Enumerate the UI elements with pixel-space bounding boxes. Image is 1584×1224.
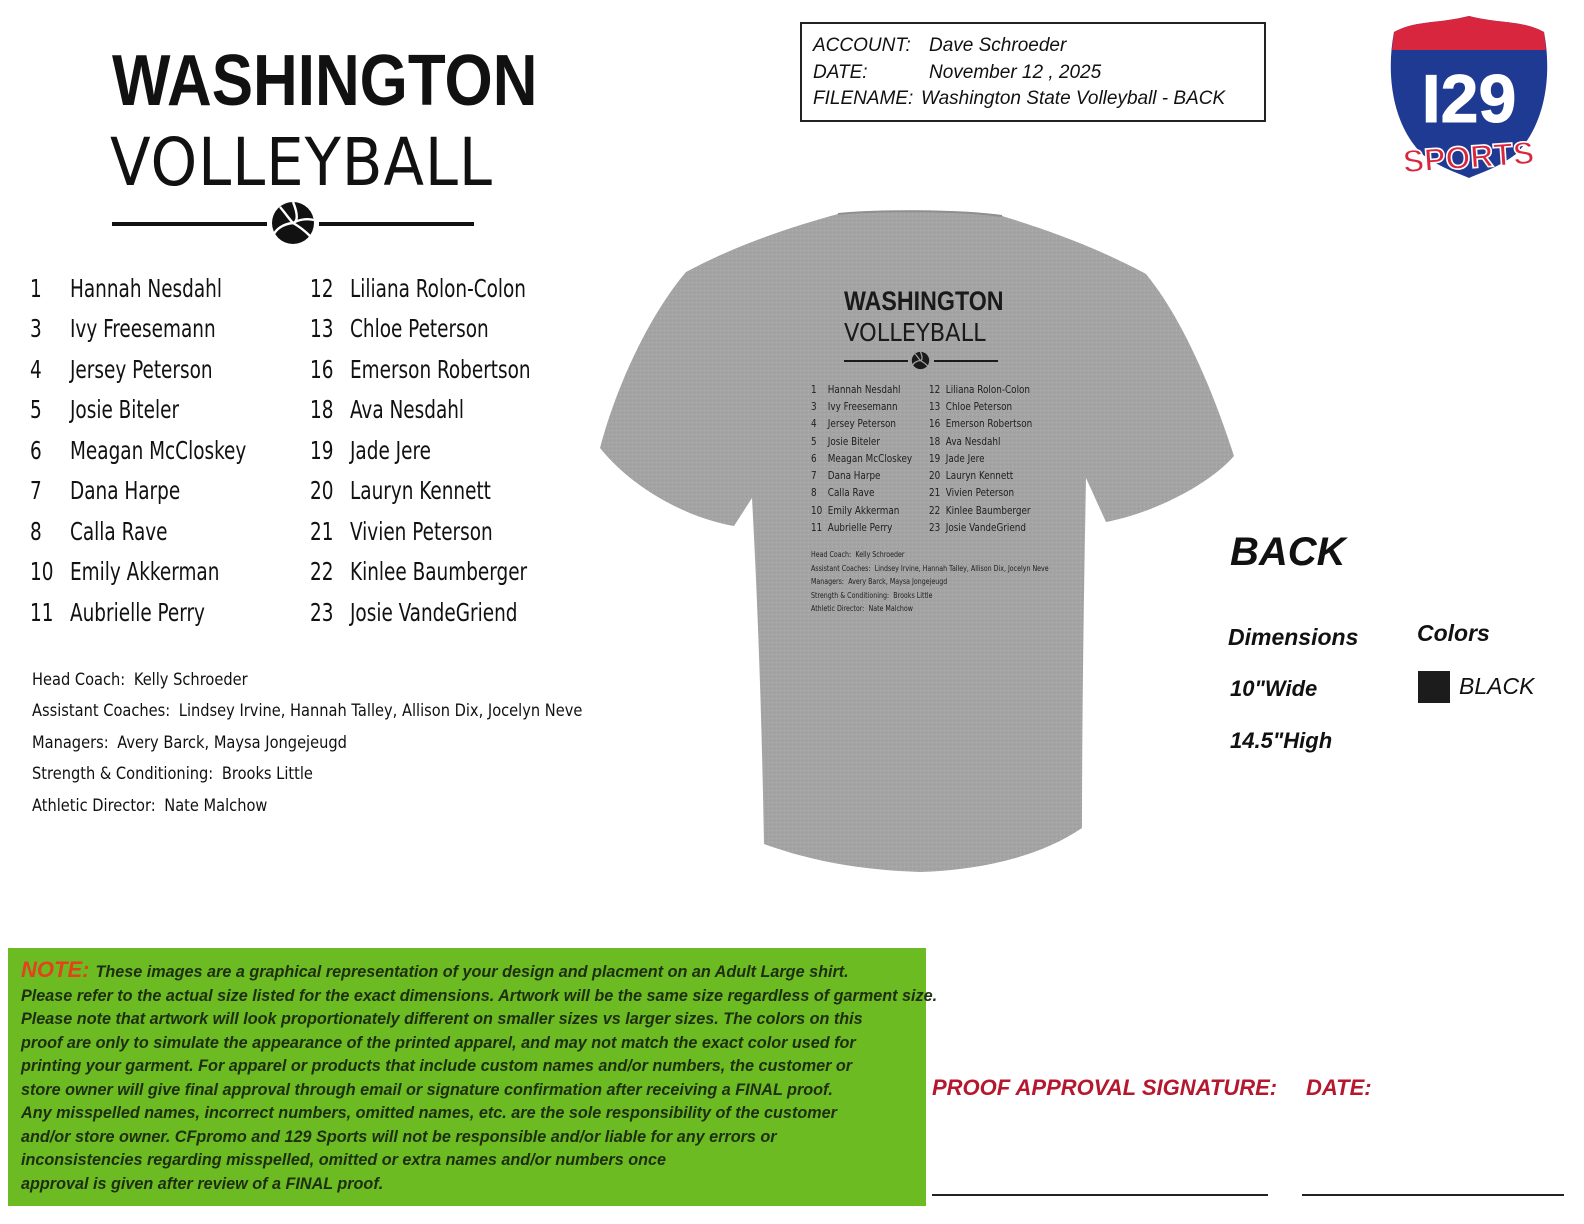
date-row: DATE: November 12 , 2025 (813, 60, 1264, 87)
note-line: printing your garment. For apparel or products that include custom names and/or numbers, the customer or (21, 1057, 853, 1075)
signature-line[interactable] (932, 1194, 1268, 1196)
color-swatch (1418, 671, 1450, 703)
roster-row: 7 Dana Harpe (30, 476, 181, 506)
dimension-height: 14.5"High (1230, 728, 1333, 753)
preview-roster-column-2: 12 Liliana Rolon-Colon 13 Chloe Peterson 16 Emerson Robertson 18 Ava Nesdahl 19 Jade Jere 20 Lauryn Kennett 21 Vivien Peterson 22 Kinlee Baumberger 23 Josie VandeGriend (929, 383, 1033, 535)
note-line: NOTE: These images are a graphical representation of your design and placment on an Adult Large shirt. (21, 957, 849, 982)
roster-row: 8 Calla Rave (30, 516, 168, 546)
staff-row: Managers: Avery Barck, Maysa Jongejeugd (32, 732, 347, 753)
roster-column-2 (310, 268, 570, 633)
signature-date-label: DATE: (1306, 1075, 1372, 1100)
roster-column-1 (30, 268, 285, 633)
roster-row: 22 Kinlee Baumberger (310, 557, 528, 587)
roster-row: 21 Vivien Peterson (310, 516, 493, 546)
account-filename: Washington State Volleyball - BACK (921, 88, 1226, 109)
preview-staff-list: Head Coach: Kelly Schroeder Assistant Coaches: Lindsey Irvine, Hannah Talley, Allison Dix, Jocelyn Neve Managers: Avery Barck, Maysa Jongejeugd Strength & Conditioning: Brooks Little Athletic Director: Nate Malchow (811, 550, 1049, 614)
roster-row: 23 Josie VandeGriend (310, 597, 518, 627)
roster-row: 1 Hannah Nesdahl (30, 273, 222, 303)
svg-text:SPORTS: SPORTS (1401, 134, 1536, 180)
roster-row: 6 Meagan McCloskey (30, 435, 247, 465)
roster-row: 3 Ivy Freesemann (30, 314, 216, 344)
staff-row: Athletic Director: Nate Malchow (32, 795, 268, 816)
note-line: and/or store owner. CFpromo and 129 Sports will not be responsible and/or liable for any errors or (21, 1127, 777, 1146)
preview-title-washington: WASHINGTON (844, 286, 1004, 316)
roster-row: 5 Josie Biteler (30, 395, 180, 425)
note-line: Any misspelled names, incorrect numbers, omitted names, etc. are the sole responsibility of the customer (21, 1104, 837, 1122)
dimensions-heading: Dimensions (1228, 624, 1359, 650)
account-row: ACCOUNT: Dave Schroeder (813, 33, 1264, 60)
roster-row: 12 Liliana Rolon-Colon (310, 273, 526, 303)
account-info-box (800, 22, 1266, 122)
volleyball-icon (270, 200, 316, 246)
design-title-volleyball: VOLLEYBALL (110, 124, 493, 201)
preview-title-volleyball: VOLLEYBALL (844, 318, 986, 347)
title-divider (112, 222, 474, 226)
proof-approval-signature-label: PROOF APPROVAL SIGNATURE: (932, 1075, 1278, 1100)
preview-roster-column-1: 1 Hannah Nesdahl 3 Ivy Freesemann 4 Jersey Peterson 5 Josie Biteler 6 Meagan McCloskey 7 Dana Harpe 8 Calla Rave 10 Emily Akkerman 11 Aubrielle Perry (811, 383, 913, 535)
print-side-label: BACK (1230, 530, 1346, 574)
roster-row: 19 Jade Jere (310, 435, 431, 465)
note-line: approval is given after review of a FINAL proof. (21, 1174, 384, 1193)
note-line: proof are only to simulate the appearance of the printed apparel, and may not match the exact color used for (21, 1033, 856, 1052)
filename-row: FILENAME: Washington State Volleyball - BACK (813, 86, 1264, 113)
tshirt-back-mockup (598, 208, 1238, 878)
account-date: November 12 , 2025 (929, 61, 1102, 83)
note-line: inconsistencies regarding misspelled, omitted or extra names and/or numbers once (21, 1151, 666, 1169)
colors-heading: Colors (1417, 620, 1490, 646)
note-line: store owner will give final approval through email or signature confirmation after receiving a FINAL proof. (21, 1080, 833, 1099)
staff-row: Assistant Coaches: Lindsey Irvine, Hannah Talley, Allison Dix, Jocelyn Neve (32, 701, 583, 722)
dimension-width: 10"Wide (1230, 676, 1318, 701)
disclaimer-note (8, 948, 938, 1206)
account-name: Dave Schroeder (929, 35, 1067, 56)
note-line: Please refer to the actual size listed for the exact dimensions. Artwork will be the same size regardless of garment size. (21, 986, 938, 1005)
color-name: BLACK (1459, 673, 1535, 699)
roster-row: 10 Emily Akkerman (30, 557, 220, 587)
roster-row: 16 Emerson Robertson (310, 354, 531, 384)
i29-sports-logo (1386, 14, 1552, 180)
svg-text:I29: I29 (1421, 61, 1517, 137)
staff-row: Strength & Conditioning: Brooks Little (32, 764, 313, 785)
printed-design-preview (598, 208, 1238, 878)
note-title: NOTE: (21, 957, 90, 982)
preview-divider (844, 360, 998, 362)
roster-row: 4 Jersey Peterson (30, 354, 213, 384)
preview-volleyball-icon (911, 351, 930, 370)
roster-row: 13 Chloe Peterson (310, 314, 489, 344)
design-title-washington: WASHINGTON (112, 41, 538, 121)
date-line[interactable] (1302, 1194, 1564, 1196)
roster-row: 11 Aubrielle Perry (30, 597, 205, 627)
staff-row: Head Coach: Kelly Schroeder (32, 669, 248, 690)
roster-row: 18 Ava Nesdahl (310, 395, 465, 425)
note-line: Please note that artwork will look proportionately different on smaller sizes vs larger sizes. The colors on this (21, 1010, 863, 1028)
staff-list (32, 664, 672, 822)
roster-row: 20 Lauryn Kennett (310, 476, 491, 506)
